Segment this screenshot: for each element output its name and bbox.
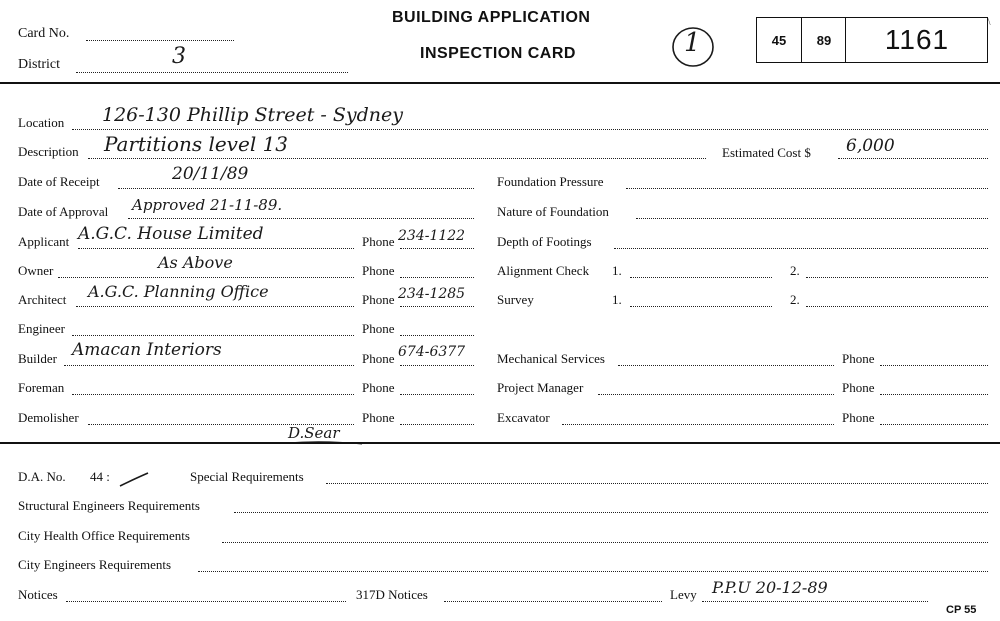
alignment-check-2-field[interactable] [806, 277, 988, 278]
foreman-label: Foreman [18, 380, 65, 395]
architect-label: Architect [18, 292, 67, 307]
survey-1-field[interactable] [630, 306, 772, 307]
builder-value: Amacan Interiors [72, 340, 222, 360]
applicant-value: A.G.C. House Limited [78, 224, 264, 244]
city-engineers-label: City Engineers Requirements [18, 557, 172, 572]
architect-phone-value: 234-1285 [398, 286, 466, 302]
description-value: Partitions level 13 [104, 132, 289, 156]
builder-field[interactable] [64, 365, 354, 366]
alignment-check-item-2-label: 2. [790, 263, 800, 278]
da-no-label: D.A. No. [18, 469, 66, 484]
header-divider [0, 82, 1000, 84]
notices-317d-label: 317D Notices [356, 587, 428, 602]
architect-phone-label: Phone [362, 292, 395, 307]
location-label: Location [18, 115, 65, 130]
builder-phone-field[interactable] [400, 365, 474, 366]
applicant-label: Applicant [18, 234, 70, 249]
project-manager-label: Project Manager [497, 380, 584, 395]
box-number: 1161 [884, 24, 950, 55]
owner-phone-label: Phone [362, 263, 395, 278]
structural-engineers-field[interactable] [234, 512, 988, 513]
mechanical-services-phone-field[interactable] [880, 365, 988, 366]
date-of-approval-field[interactable] [128, 218, 474, 219]
city-engineers-field[interactable] [198, 571, 988, 572]
builder-phone-value: 674-6377 [398, 344, 466, 360]
owner-field[interactable] [58, 277, 354, 278]
date-of-approval-value: Approved 21-11-89. [132, 196, 283, 214]
foundation-pressure-field[interactable] [626, 188, 988, 189]
location-field[interactable] [72, 129, 988, 130]
estimated-cost-value: 6,000 [846, 136, 895, 156]
notices-field[interactable] [66, 601, 346, 602]
engineer-phone-field[interactable] [400, 335, 474, 336]
city-health-label: City Health Office Requirements [18, 528, 190, 543]
signature: D.Sear [288, 424, 340, 442]
structural-engineers-label: Structural Engineers Requirements [18, 498, 200, 513]
page-title-line2: INSPECTION CARD [420, 45, 576, 62]
foreman-phone-field[interactable] [400, 394, 474, 395]
date-of-receipt-field[interactable] [118, 188, 474, 189]
applicant-phone-label: Phone [362, 234, 395, 249]
alignment-check-item-1-label: 1. [612, 263, 622, 278]
city-health-field[interactable] [222, 542, 988, 543]
description-field[interactable] [88, 158, 706, 159]
architect-value: A.G.C. Planning Office [88, 282, 269, 301]
architect-field[interactable] [76, 306, 354, 307]
builder-phone-label: Phone [362, 351, 395, 366]
depth-of-footings-field[interactable] [614, 248, 988, 249]
levy-field[interactable] [702, 601, 928, 602]
district-label: District [18, 57, 60, 72]
excavator-label: Excavator [497, 410, 550, 425]
nature-of-foundation-label: Nature of Foundation [497, 204, 609, 219]
application-number-box [756, 17, 988, 63]
alignment-check-label: Alignment Check [497, 263, 590, 278]
nature-of-foundation-field[interactable] [636, 218, 988, 219]
applicant-phone-value: 234-1122 [398, 228, 466, 244]
levy-value: P.P.U 20-12-89 [712, 578, 828, 597]
engineer-phone-label: Phone [362, 321, 395, 336]
survey-item-1-label: 1. [612, 292, 622, 307]
da-no-mark [118, 470, 152, 490]
estimated-cost-field[interactable] [838, 158, 988, 159]
mechanical-services-label: Mechanical Services [497, 351, 605, 366]
section-divider [0, 442, 1000, 444]
demolisher-phone-field[interactable] [400, 424, 474, 425]
foundation-pressure-label: Foundation Pressure [497, 174, 604, 189]
applicant-phone-field[interactable] [400, 248, 474, 249]
notices-label: Notices [18, 587, 58, 602]
depth-of-footings-label: Depth of Footings [497, 234, 592, 249]
foreman-field[interactable] [72, 394, 354, 395]
excavator-field[interactable] [562, 424, 834, 425]
survey-label: Survey [497, 292, 534, 307]
circled-number: 1 [684, 28, 701, 58]
mechanical-services-field[interactable] [618, 365, 834, 366]
engineer-label: Engineer [18, 321, 65, 336]
location-value: 126-130 Phillip Street - Sydney [102, 104, 404, 126]
description-label: Description [18, 144, 79, 159]
district-field[interactable] [76, 72, 348, 73]
card-no-label: Card No. [18, 26, 70, 41]
owner-phone-field[interactable] [400, 277, 474, 278]
survey-2-field[interactable] [806, 306, 988, 307]
alignment-check-1-field[interactable] [630, 277, 772, 278]
project-manager-phone-label: Phone [842, 380, 875, 395]
project-manager-field[interactable] [598, 394, 834, 395]
applicant-field[interactable] [78, 248, 354, 249]
builder-label: Builder [18, 351, 57, 366]
special-requirements-field[interactable] [326, 483, 988, 484]
da-no-prefix: 44 : [90, 469, 110, 484]
demolisher-phone-label: Phone [362, 410, 395, 425]
excavator-phone-field[interactable] [880, 424, 988, 425]
architect-phone-field[interactable] [400, 306, 474, 307]
district-value: 3 [172, 44, 186, 69]
special-requirements-label: Special Requirements [190, 469, 304, 484]
mechanical-services-phone-label: Phone [842, 351, 875, 366]
demolisher-label: Demolisher [18, 410, 79, 425]
box-year-prefix: 45 [757, 18, 802, 62]
date-of-approval-label: Date of Approval [18, 204, 109, 219]
box-year: 89 [803, 18, 846, 62]
form-code: CP 55 [946, 604, 977, 616]
card-no-field[interactable] [86, 40, 234, 41]
notices-317d-field[interactable] [444, 601, 662, 602]
page-title-line1: BUILDING APPLICATION [392, 9, 591, 26]
estimated-cost-label: Estimated Cost $ [722, 145, 811, 160]
engineer-field[interactable] [72, 335, 354, 336]
levy-label: Levy [670, 587, 697, 602]
foreman-phone-label: Phone [362, 380, 395, 395]
date-of-receipt-value: 20/11/89 [172, 164, 249, 184]
owner-label: Owner [18, 263, 54, 278]
date-of-receipt-label: Date of Receipt [18, 174, 100, 189]
survey-item-2-label: 2. [790, 292, 800, 307]
owner-value: As Above [158, 253, 233, 272]
excavator-phone-label: Phone [842, 410, 875, 425]
project-manager-phone-field[interactable] [880, 394, 988, 395]
